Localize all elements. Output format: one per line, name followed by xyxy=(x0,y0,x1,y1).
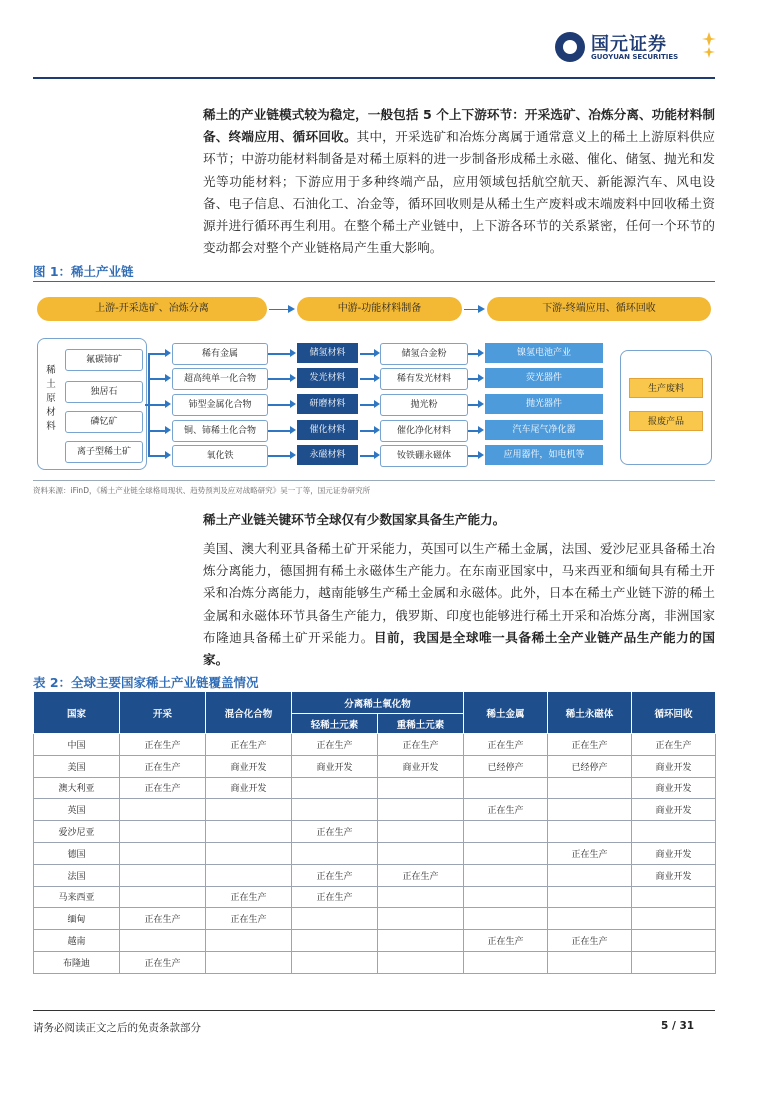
functional-material-box: 发光材料 xyxy=(297,368,358,388)
status-cell xyxy=(464,908,548,930)
status-cell xyxy=(464,951,548,973)
country-cell: 德国 xyxy=(34,842,120,864)
status-cell xyxy=(292,930,378,952)
compound-box: 铜、铈稀土化合物 xyxy=(172,420,268,442)
status-cell xyxy=(632,930,716,952)
status-cell xyxy=(548,777,632,799)
status-cell: 正在生产 xyxy=(548,734,632,756)
header-rule xyxy=(33,77,715,79)
status-cell xyxy=(378,908,464,930)
country-cell: 中国 xyxy=(34,734,120,756)
end-application-box: 汽车尾气净化器 xyxy=(485,420,603,440)
status-cell: 商业开发 xyxy=(632,777,716,799)
status-cell: 已经停产 xyxy=(548,755,632,777)
status-cell xyxy=(548,864,632,886)
table-row xyxy=(34,755,716,777)
country-cell: 澳大利亚 xyxy=(34,777,120,799)
stage-arrow-1 xyxy=(269,309,293,310)
figure-bottom-rule xyxy=(33,480,715,481)
status-cell xyxy=(378,930,464,952)
page-number: 5 / 31 xyxy=(661,1020,695,1032)
header-mining: 开采 xyxy=(120,692,206,734)
compound-box: 氧化铁 xyxy=(172,445,268,467)
country-cell: 法国 xyxy=(34,864,120,886)
stage-arrow-2 xyxy=(464,309,483,310)
status-cell: 正在生产 xyxy=(292,821,378,843)
compound-box: 超高纯单一化合物 xyxy=(172,368,268,390)
table-row xyxy=(34,930,716,952)
status-cell xyxy=(548,908,632,930)
intro-bold-sentence: 稀土的产业链模式较为稳定，一般包括 5 个上下游环节：开采选矿、冶炼分离、功能材料制备、终端应用、循环回收。 xyxy=(203,107,715,145)
country-cell: 爱沙尼亚 xyxy=(34,821,120,843)
material-product-box: 钕铁硼永磁体 xyxy=(380,445,468,467)
status-cell xyxy=(206,799,292,821)
status-cell xyxy=(464,777,548,799)
status-cell xyxy=(378,777,464,799)
footer-disclaimer: 请务必阅读正文之后的免责条款部分 xyxy=(33,1022,201,1034)
header-separation: 分离稀土氧化物 xyxy=(292,692,464,714)
table-title: 表 2：全球主要国家稀土产业链覆盖情况 xyxy=(33,675,259,690)
raw-material-label: 稀土原材料 xyxy=(46,365,56,432)
compound-box: 稀有金属 xyxy=(172,343,268,365)
status-cell: 商业开发 xyxy=(378,755,464,777)
table-row xyxy=(34,734,716,756)
status-cell xyxy=(292,842,378,864)
status-cell: 正在生产 xyxy=(206,734,292,756)
country-cell: 布隆迪 xyxy=(34,951,120,973)
status-cell: 正在生产 xyxy=(120,951,206,973)
status-cell xyxy=(378,821,464,843)
table-row xyxy=(34,951,716,973)
end-application-box: 镍氢电池产业 xyxy=(485,343,603,363)
status-cell: 正在生产 xyxy=(292,886,378,908)
country-cell: 越南 xyxy=(34,930,120,952)
status-cell xyxy=(548,799,632,821)
table-row xyxy=(34,842,716,864)
status-cell xyxy=(632,908,716,930)
table-row xyxy=(34,864,716,886)
functional-material-box: 永磁材料 xyxy=(297,445,358,465)
status-cell xyxy=(206,864,292,886)
branch-arrow xyxy=(148,378,168,380)
flow-arrow xyxy=(268,455,293,457)
functional-material-box: 催化材料 xyxy=(297,420,358,440)
logo-english-name: GUOYUAN SECURITIES xyxy=(591,53,679,61)
status-cell xyxy=(464,842,548,864)
status-cell xyxy=(120,930,206,952)
header-heavy: 重稀土元素 xyxy=(378,714,464,734)
status-cell: 商业开发 xyxy=(206,755,292,777)
branch-arrow xyxy=(148,430,168,432)
table-row xyxy=(34,886,716,908)
status-cell: 正在生产 xyxy=(292,734,378,756)
header-mixed: 混合化合物 xyxy=(206,692,292,734)
section-paragraph: 美国、澳大利亚具备稀土矿开采能力，英国可以生产稀土金属，法国、爱沙尼亚具备稀土冶炼分离能力，德国拥有稀土永磁体生产能力。在东南亚国家中，马来西亚和缅甸具有稀土开采和冶炼分离能力，越南能够生产稀土金属和永磁体。此外，日本在稀土产业链下游的稀土金属和永磁体环节具备生产能力，俄罗斯、印度也能够进行稀土开采和冶炼分离，非洲国家布隆迪具备稀土矿开采能力。目前，我国是全球唯一具备稀土全产业链产品生产能力的国家。 xyxy=(203,541,716,668)
flow-arrow xyxy=(468,455,481,457)
flow-arrow xyxy=(360,455,377,457)
material-product-box: 抛光粉 xyxy=(380,394,468,416)
logo-chinese-name: 国元证券 xyxy=(591,34,667,55)
table-row xyxy=(34,777,716,799)
status-cell xyxy=(120,864,206,886)
flow-arrow xyxy=(468,378,481,380)
status-cell xyxy=(378,799,464,821)
status-cell: 正在生产 xyxy=(120,777,206,799)
status-cell: 商业开发 xyxy=(292,755,378,777)
status-cell: 正在生产 xyxy=(206,908,292,930)
status-cell xyxy=(206,842,292,864)
status-cell xyxy=(548,821,632,843)
header-country: 国家 xyxy=(34,692,120,734)
status-cell: 正在生产 xyxy=(378,734,464,756)
status-cell: 正在生产 xyxy=(120,908,206,930)
status-cell: 正在生产 xyxy=(378,864,464,886)
branch-arrow xyxy=(148,455,168,457)
figure-title: 图 1：稀土产业链 xyxy=(33,264,134,279)
raw-material-item: 磷钇矿 xyxy=(65,411,143,433)
flow-arrow xyxy=(360,353,377,355)
status-cell xyxy=(120,799,206,821)
material-product-box: 稀有发光材料 xyxy=(380,368,468,390)
logo-mark-icon xyxy=(555,32,585,62)
branch-arrow xyxy=(148,353,168,355)
flow-arrow xyxy=(468,404,481,406)
material-product-box: 储氢合金粉 xyxy=(380,343,468,365)
header-magnet: 稀土永磁体 xyxy=(548,692,632,734)
stage-upstream: 上游-开采选矿、冶炼分离 xyxy=(37,297,267,321)
status-cell: 正在生产 xyxy=(464,734,548,756)
status-cell: 商业开发 xyxy=(632,755,716,777)
status-cell xyxy=(120,842,206,864)
status-cell xyxy=(548,886,632,908)
status-cell xyxy=(464,886,548,908)
functional-material-box: 研磨材料 xyxy=(297,394,358,414)
table-row xyxy=(34,821,716,843)
branch-arrow xyxy=(148,404,168,406)
status-cell: 商业开发 xyxy=(632,864,716,886)
stage-downstream: 下游-终端应用、循环回收 xyxy=(487,297,711,321)
header-light: 轻稀土元素 xyxy=(292,714,378,734)
status-cell xyxy=(632,886,716,908)
table-row xyxy=(34,908,716,930)
flow-arrow xyxy=(268,353,293,355)
functional-material-box: 储氢材料 xyxy=(297,343,358,363)
figure-title-rule xyxy=(33,281,715,282)
status-cell xyxy=(292,799,378,821)
recycle-item: 报废产品 xyxy=(629,411,703,431)
status-cell xyxy=(548,951,632,973)
status-cell xyxy=(120,821,206,843)
flow-arrow xyxy=(360,430,377,432)
flow-arrow xyxy=(360,378,377,380)
status-cell xyxy=(464,821,548,843)
flow-arrow xyxy=(468,430,481,432)
status-cell xyxy=(632,951,716,973)
status-cell xyxy=(292,951,378,973)
status-cell xyxy=(464,864,548,886)
company-logo xyxy=(555,30,720,70)
status-cell: 正在生产 xyxy=(548,842,632,864)
status-cell: 正在生产 xyxy=(464,799,548,821)
intro-paragraph: 稀土的产业链模式较为稳定，一般包括 5 个上下游环节：开采选矿、冶炼分离、功能材料制备、终端应用、循环回收。其中，开采选矿和冶炼分离属于通常意义上的稀土上游原料供应环节；中游功能材料制备是对稀土原料的进一步制备形成稀土永磁、催化、储氢、抛光和发光等功能材料；下游应用于多种终端产品，应用领域包括航空航天、新能源汽车、风电设备、电子信息、石油化工、冶金等，循环回收则是从稀土生产废料或末端废料中回收稀土资源并进行循环再生利用。在整个稀土产业链中，上下游各环节的关系紧密，任何一个环节的变动都会对整个产业链格局产生重大影响。 xyxy=(203,107,716,256)
flow-arrow xyxy=(360,404,377,406)
flow-arrow xyxy=(468,353,481,355)
logo-sparkle-icon xyxy=(702,32,716,60)
table-row xyxy=(34,799,716,821)
header-metal: 稀土金属 xyxy=(464,692,548,734)
compound-box: 铈型金属化合物 xyxy=(172,394,268,416)
country-cell: 马来西亚 xyxy=(34,886,120,908)
stage-midstream: 中游-功能材料制备 xyxy=(297,297,462,321)
section-heading: 稀土产业链关键环节全球仅有少数国家具备生产能力。 xyxy=(203,512,506,527)
raw-material-item: 离子型稀土矿 xyxy=(65,441,143,463)
header-recycle: 循环回收 xyxy=(632,692,716,734)
status-cell: 正在生产 xyxy=(632,734,716,756)
material-product-box: 催化净化材料 xyxy=(380,420,468,442)
status-cell xyxy=(378,886,464,908)
status-cell xyxy=(206,930,292,952)
flow-arrow xyxy=(268,378,293,380)
status-cell: 正在生产 xyxy=(206,886,292,908)
flow-arrow xyxy=(268,430,293,432)
end-application-box: 抛光器件 xyxy=(485,394,603,414)
status-cell: 商业开发 xyxy=(206,777,292,799)
status-cell: 正在生产 xyxy=(292,864,378,886)
end-application-box: 应用器件，如电机等 xyxy=(485,445,603,465)
status-cell: 正在生产 xyxy=(120,755,206,777)
status-cell: 正在生产 xyxy=(120,734,206,756)
status-cell xyxy=(206,951,292,973)
status-cell: 正在生产 xyxy=(464,930,548,952)
status-cell xyxy=(378,842,464,864)
raw-material-item: 独居石 xyxy=(65,381,143,403)
status-cell xyxy=(206,821,292,843)
status-cell: 商业开发 xyxy=(632,799,716,821)
status-cell: 正在生产 xyxy=(548,930,632,952)
recycle-item: 生产废料 xyxy=(629,378,703,398)
footer-rule xyxy=(33,1010,715,1011)
status-cell: 商业开发 xyxy=(632,842,716,864)
status-cell xyxy=(632,821,716,843)
status-cell xyxy=(292,777,378,799)
country-coverage-table xyxy=(33,691,716,974)
flow-arrow xyxy=(268,404,293,406)
status-cell xyxy=(378,951,464,973)
branch-stub xyxy=(145,404,149,406)
country-cell: 缅甸 xyxy=(34,908,120,930)
recycle-group xyxy=(620,350,712,465)
raw-material-item: 氟碳铈矿 xyxy=(65,349,143,371)
status-cell: 已经停产 xyxy=(464,755,548,777)
status-cell xyxy=(292,908,378,930)
country-cell: 英国 xyxy=(34,799,120,821)
status-cell xyxy=(120,886,206,908)
figure-source: 资料来源：iFinD，《稀土产业链全球格局现状、趋势预判及应对战略研究》吴一丁等，国元证券研究所 xyxy=(33,486,371,495)
end-application-box: 荧光器件 xyxy=(485,368,603,388)
country-cell: 美国 xyxy=(34,755,120,777)
